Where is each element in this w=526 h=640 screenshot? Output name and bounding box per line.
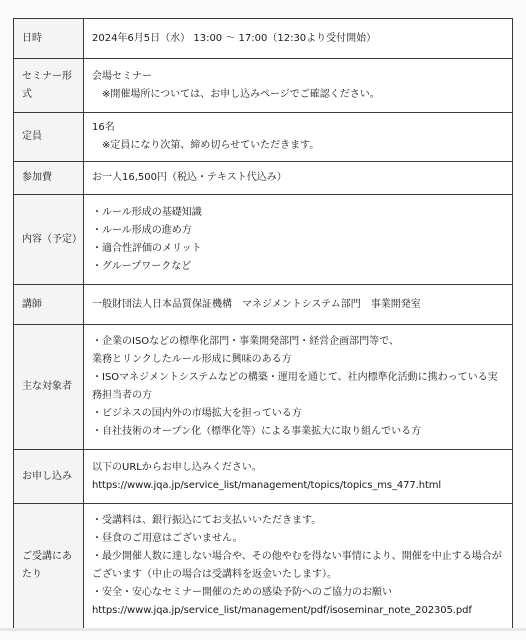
- value-content: [84, 195, 513, 285]
- row-notes: [14, 504, 513, 629]
- label-content: 内容（予定）: [14, 195, 84, 285]
- row-audience: [14, 325, 513, 450]
- content-item: ・ルール形成の基礎知識: [92, 206, 202, 218]
- datetime-text: 2024年6月5日（水） 13:00 ～ 17:00（12:30より受付開始）: [92, 32, 377, 44]
- label-notes: ご受講にあたり: [14, 504, 84, 629]
- label-capacity: 定員: [14, 113, 84, 162]
- audience-item: ・ビジネスの国内外の市場拡大を担っている方: [92, 408, 302, 419]
- value-capacity: [84, 113, 513, 162]
- audience-item: ・自社技術のオープン化（標準化等）による事業拡大に取り組んでいる方: [92, 426, 422, 437]
- row-instructor: [14, 285, 513, 325]
- value-instructor: [84, 285, 513, 325]
- audience-item: ・ISOマネジメントシステムなどの構築・運用を通じて、社内標準化活動に携わっている実務担当者の方: [92, 372, 498, 401]
- row-datetime: [14, 19, 513, 59]
- notes-item: ・安全・安心なセミナー開催のための感染予防へのご協力のお願い: [92, 587, 392, 598]
- audience-item: 業務とリンクしたルール形成に興味のある方: [92, 354, 292, 365]
- label-application: お申し込み: [14, 450, 84, 504]
- label-datetime: 日時: [14, 19, 84, 59]
- notes-item: ・受講料は、銀行振込にてお支払いいただきます。: [92, 515, 322, 526]
- fee-text: お一人16,500円（税込・テキスト代込み）: [92, 172, 287, 183]
- value-fee: [84, 162, 513, 195]
- value-datetime: [84, 19, 513, 59]
- instructor-text: 一般財団法人日本品質保証機構 マネジメントシステム部門 事業開発室: [92, 298, 421, 310]
- capacity-note: ※定員になり次第、締め切らせていただきます。: [92, 140, 320, 151]
- value-application: [84, 450, 513, 504]
- format-text: 会場セミナー: [92, 70, 152, 82]
- row-format: [14, 59, 513, 113]
- row-fee: [14, 162, 513, 195]
- notes-item: ・最少開催人数に達しない場合や、その他やむを得ない事情により、開催を中止する場合がございます（中止の場合は受講料を返金いたします）。: [92, 551, 502, 580]
- row-application: [14, 450, 513, 504]
- content-item: ・ルール形成の進め方: [92, 224, 192, 236]
- seminar-info-table: [13, 18, 513, 629]
- label-audience: 主な対象者: [14, 325, 84, 450]
- audience-item: ・企業のISOなどの標準化部門・事業開発部門・経営企画部門等で、: [92, 336, 399, 347]
- label-instructor: 講師: [14, 285, 84, 325]
- row-content: [14, 195, 513, 285]
- value-notes: [84, 504, 513, 629]
- content-item: ・グループワークなど: [92, 260, 192, 272]
- application-url-link[interactable]: https://www.jqa.jp/service_list/management/topics/topics_ms_477.html: [92, 479, 442, 491]
- label-fee: 参加費: [14, 162, 84, 195]
- label-format: セミナー形式: [14, 59, 84, 113]
- content-item: ・適合性評価のメリット: [92, 242, 202, 254]
- value-format: [84, 59, 513, 113]
- capacity-text: 16名: [92, 122, 115, 133]
- application-text: 以下のURLからお申し込みください。: [92, 461, 262, 473]
- value-audience: [84, 325, 513, 450]
- notes-item: ・昼食のご用意はございません。: [92, 533, 243, 544]
- page-bottom-divider: [0, 628, 526, 631]
- format-note: ※開催場所については、お申し込みページでご確認ください。: [92, 88, 380, 100]
- row-capacity: [14, 113, 513, 162]
- notes-url-link[interactable]: https://www.jqa.jp/service_list/management/pdf/isoseminar_note_202305.pdf: [92, 605, 472, 616]
